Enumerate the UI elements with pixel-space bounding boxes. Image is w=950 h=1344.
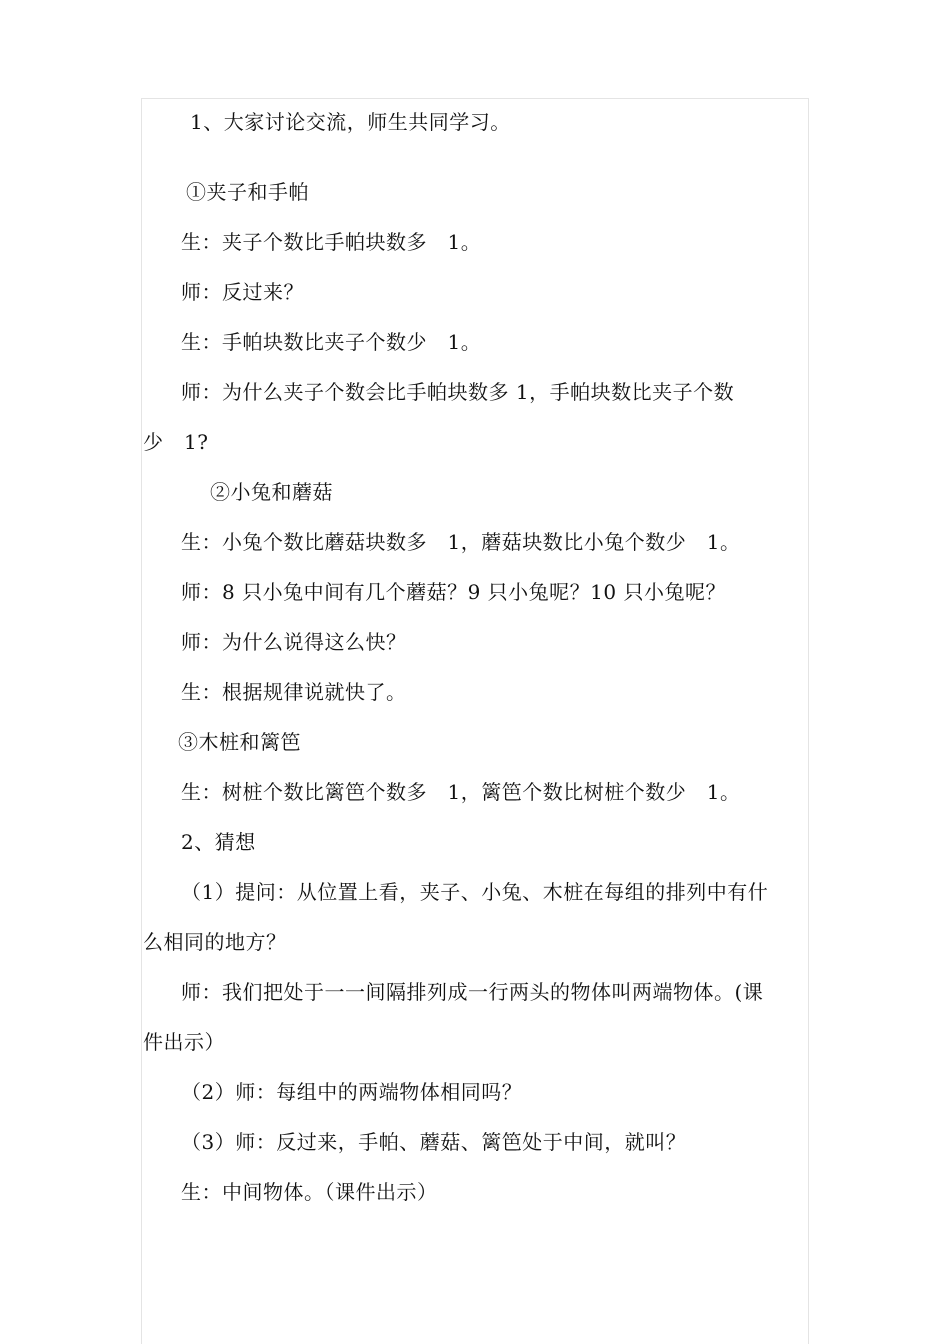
text-line-9: 生：小兔个数比蘑菇块数多 1，蘑菇块数比小兔个数少 1。 <box>181 530 741 554</box>
text-line-20: （2）师：每组中的两端物体相同吗？ <box>181 1080 523 1104</box>
text-line-2: ①夹子和手帕 <box>186 180 309 204</box>
text-line-17: 么相同的地方？ <box>143 930 287 954</box>
text-line-19: 件出示） <box>143 1030 225 1054</box>
text-line-15: 2、猜想 <box>181 830 256 854</box>
text-line-21: （3）师：反过来，手帕、蘑菇、篱笆处于中间，就叫？ <box>181 1130 687 1154</box>
text-line-14: 生：树桩个数比篱笆个数多 1，篱笆个数比树桩个数少 1。 <box>181 780 741 804</box>
text-line-4: 师：反过来？ <box>181 280 304 304</box>
text-line-16: （1）提问：从位置上看，夹子、小兔、木桩在每组的排列中有什 <box>181 880 769 904</box>
text-line-6: 师：为什么夹子个数会比手帕块数多 1，手帕块数比夹子个数 <box>181 380 735 404</box>
text-line-13: ③木桩和篱笆 <box>178 730 301 754</box>
text-line-7: 少 1? <box>143 430 209 454</box>
text-line-5: 生：手帕块数比夹子个数少 1。 <box>181 330 482 354</box>
text-line-22: 生：中间物体。（课件出示） <box>181 1180 438 1204</box>
text-line-18: 师：我们把处于一一间隔排列成一行两头的物体叫两端物体。(课 <box>181 980 764 1004</box>
text-line-11: 师：为什么说得这么快？ <box>181 630 407 654</box>
text-line-3: 生：夹子个数比手帕块数多 1。 <box>181 230 482 254</box>
text-line-12: 生：根据规律说就快了。 <box>181 680 407 704</box>
text-line-10: 师：8 只小兔中间有几个蘑菇？9 只小兔呢？10 只小兔呢？ <box>181 580 726 604</box>
text-line-1: 1、大家讨论交流，师生共同学习。 <box>190 110 511 134</box>
text-line-8: ②小兔和蘑菇 <box>210 480 333 504</box>
